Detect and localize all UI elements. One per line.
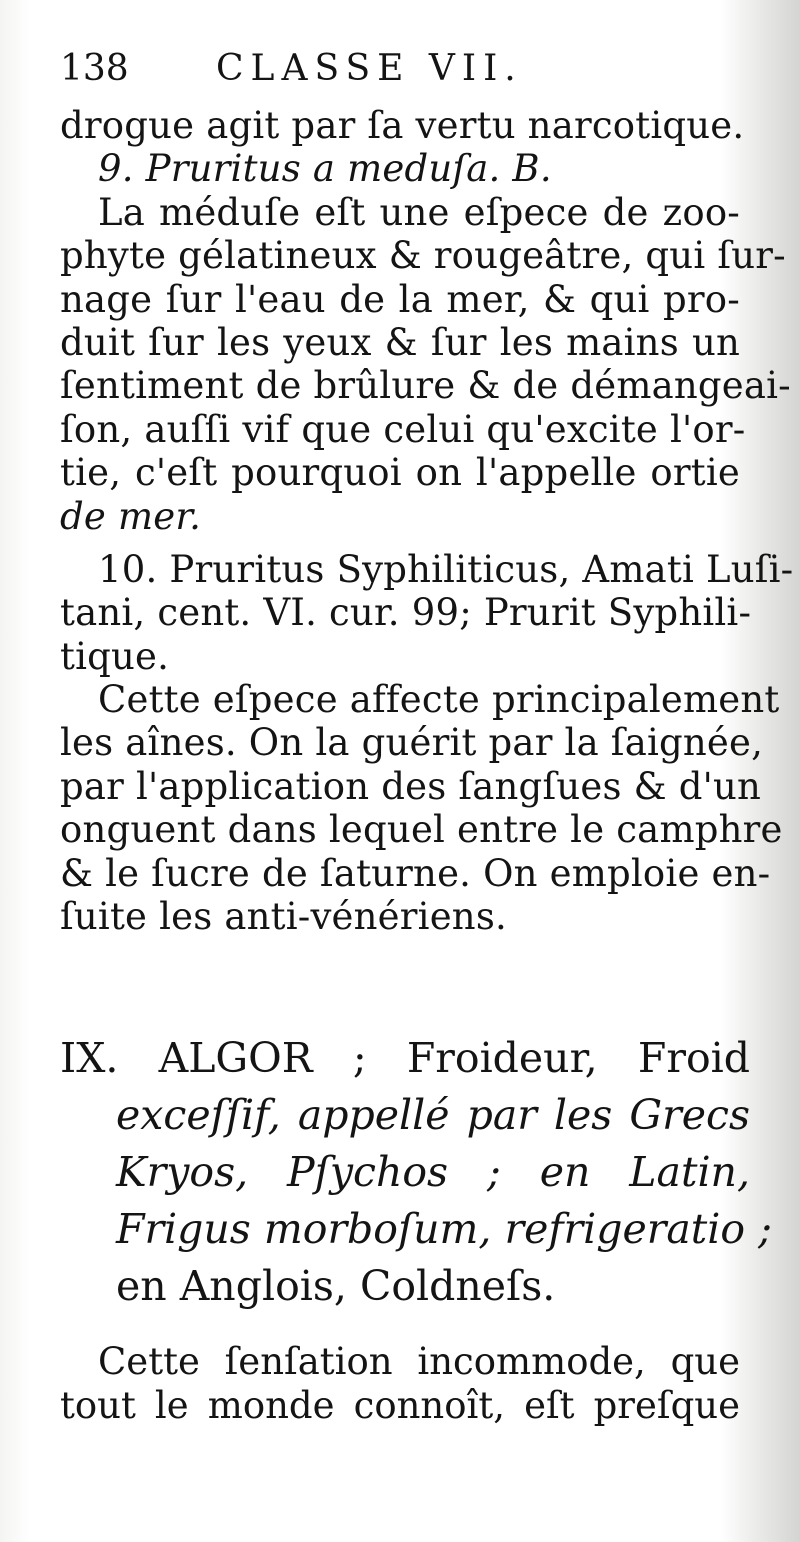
section-heading-line: en Anglois, Coldneſs.	[116, 1262, 556, 1310]
text-line: ſentiment de brûlure & de démangeai-	[60, 364, 791, 408]
text-line: phyte gélatineux & rougeâtre, qui ſur-	[60, 234, 786, 278]
section-heading-line: Frigus morboſum, refrigeratio ;	[116, 1205, 772, 1253]
text-line: tique.	[60, 634, 170, 678]
text-line: ſon, auſſi vif que celui qu'excite l'or-	[60, 407, 746, 451]
section-heading-line: exceſſif, appellé par les Grecs	[116, 1091, 750, 1139]
text-line: nage ſur l'eau de la mer, & qui pro-	[60, 277, 740, 321]
section-body	[60, 1340, 740, 1428]
text-line: duit ſur les yeux & ſur les mains un	[60, 320, 740, 364]
subsection-heading: 10. Pruritus Syphiliticus, Amati Luſi-	[98, 547, 794, 591]
text-line: drogue agit par ſa vertu narcotique.	[60, 104, 745, 147]
section-heading-line: Kryos, Pſychos ; en Latin,	[116, 1148, 750, 1196]
text-line: ſuite les anti-vénériens.	[60, 895, 507, 939]
page-number: 138	[60, 48, 129, 89]
text-line: par l'application des ſangſues & d'un	[60, 764, 762, 808]
body-text	[60, 104, 794, 939]
subsection-heading: 9. Pruritus a meduſa. B.	[98, 147, 552, 191]
text-line: & le ſucre de ſaturne. On emploie en-	[60, 851, 771, 895]
text-line: tani, cent. VI. cur. 99; Prurit Syphili-	[60, 591, 752, 635]
text-line: onguent dans lequel entre le camphre	[60, 808, 783, 852]
text-line: les aînes. On la guérit par la ſaignée,	[60, 721, 764, 765]
section-heading	[60, 1030, 772, 1315]
text-line: tie, c'eſt pourquoi on l'appelle ortie	[60, 451, 740, 495]
text-line: La méduſe eſt une eſpece de zoo-	[98, 190, 740, 234]
text-line: de mer.	[60, 494, 202, 538]
running-head: CLASSE VII.	[216, 48, 523, 89]
text-line: tout le monde connoît, eſt preſque	[60, 1384, 740, 1427]
text-line: Cette eſpece affecte principalement	[98, 678, 780, 722]
section-heading-line: IX. ALGOR ; Froideur, Froid	[60, 1034, 750, 1082]
running-header	[60, 48, 620, 98]
text-line: Cette ſenſation incommode, que	[98, 1340, 740, 1383]
